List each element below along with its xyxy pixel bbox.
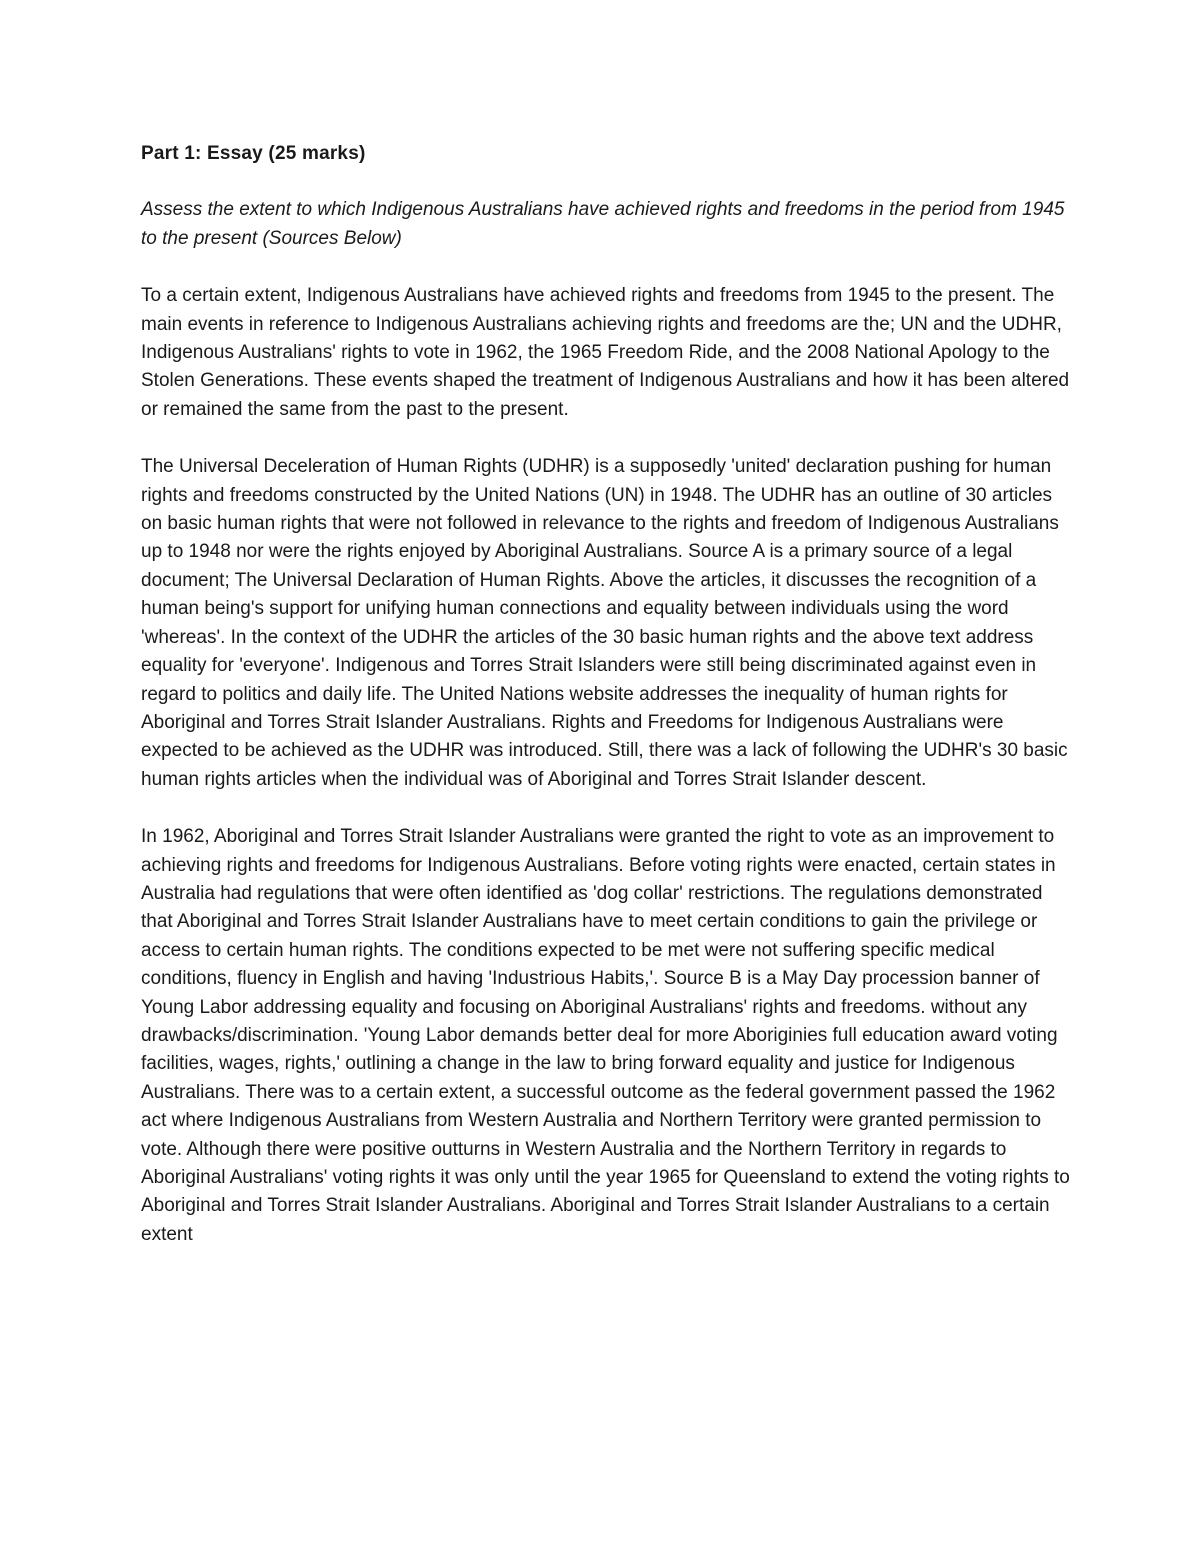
paragraph-voting-rights: In 1962, Aboriginal and Torres Strait Islander Australians were granted the right to vote as an improvement to achieving rights and freedoms for Indigenous Australians. Before voting rights were enacted, certain states in Australia had regulations that were often identified as 'dog collar' restrictions. The regulations demonstrated that Aboriginal and Torres Strait Islander Australians have to meet certain conditions to gain the privilege or access to certain human rights. The conditions expected to be met were not suffering specific medical conditions, fluency in English and having 'Industrious Habits,'. Source B is a May Day procession banner of Young Labor addressing equality and focusing on Aboriginal Australians' rights and freedoms. without any drawbacks/discrimination. 'Young Labor demands better deal for more Aboriginies full education award voting facilities, wages, rights,' outlining a change in the law to bring forward equality and justice for Indigenous Australians. There was to a certain extent, a successful outcome as the federal government passed the 1962 act where Indigenous Australians from Western Australia and Northern Territory were granted permission to vote. Although there were positive outturns in Western Australia and the Northern Territory in regards to Aboriginal Australians' voting rights it was only until the year 1965 for Queensland to extend the voting rights to Aboriginal and Torres Strait Islander Australians. Aboriginal and Torres Strait Islander Australians to a certain extent [141,826,1070,1245]
paragraph-udhr: The Universal Deceleration of Human Rights (UDHR) is a supposedly 'united' declaration pushing for human rights and freedoms constructed by the United Nations (UN) in 1948. The UDHR has an outline of 30 articles on basic human rights that were not followed in relevance to the rights and freedom of Indigenous Australians up to 1948 nor were the rights enjoyed by Aboriginal Australians. Source A is a primary source of a legal document; The Universal Declaration of Human Rights. Above the articles, it discusses the recognition of a human being's support for unifying human connections and equality between individuals using the word 'whereas'. In the context of the UDHR the articles of the 30 basic human rights and the above text address equality for 'everyone'. Indigenous and Torres Strait Islanders were still being discriminated against even in regard to politics and daily life. The United Nations website addresses the inequality of human rights for Aboriginal and Torres Strait Islander Australians. Rights and Freedoms for Indigenous Australians were expected to be achieved as the UDHR was introduced. Still, there was a lack of following the UDHR's 30 basic human rights articles when the individual was of Aboriginal and Torres Strait Islander descent. [141,456,1068,790]
paragraph-introduction: To a certain extent, Indigenous Australians have achieved rights and freedoms from 1945 to the present. The main events in reference to Indigenous Australians achieving rights and freedoms are the; UN and the UDHR, Indigenous Australians' rights to vote in 1962, the 1965 Freedom Ride, and the 2008 National Apology to the Stolen Generations. These events shaped the treatment of Indigenous Australians and how it has been altered or remained the same from the past to the present. [141,285,1070,420]
essay-heading: Part 1: Essay (25 marks) [141,143,366,164]
document-body [141,140,1071,1278]
essay-question: Assess the extent to which Indigenous Australians have achieved rights and freedoms in the period from 1945 to the present (Sources Below) [141,199,1065,249]
